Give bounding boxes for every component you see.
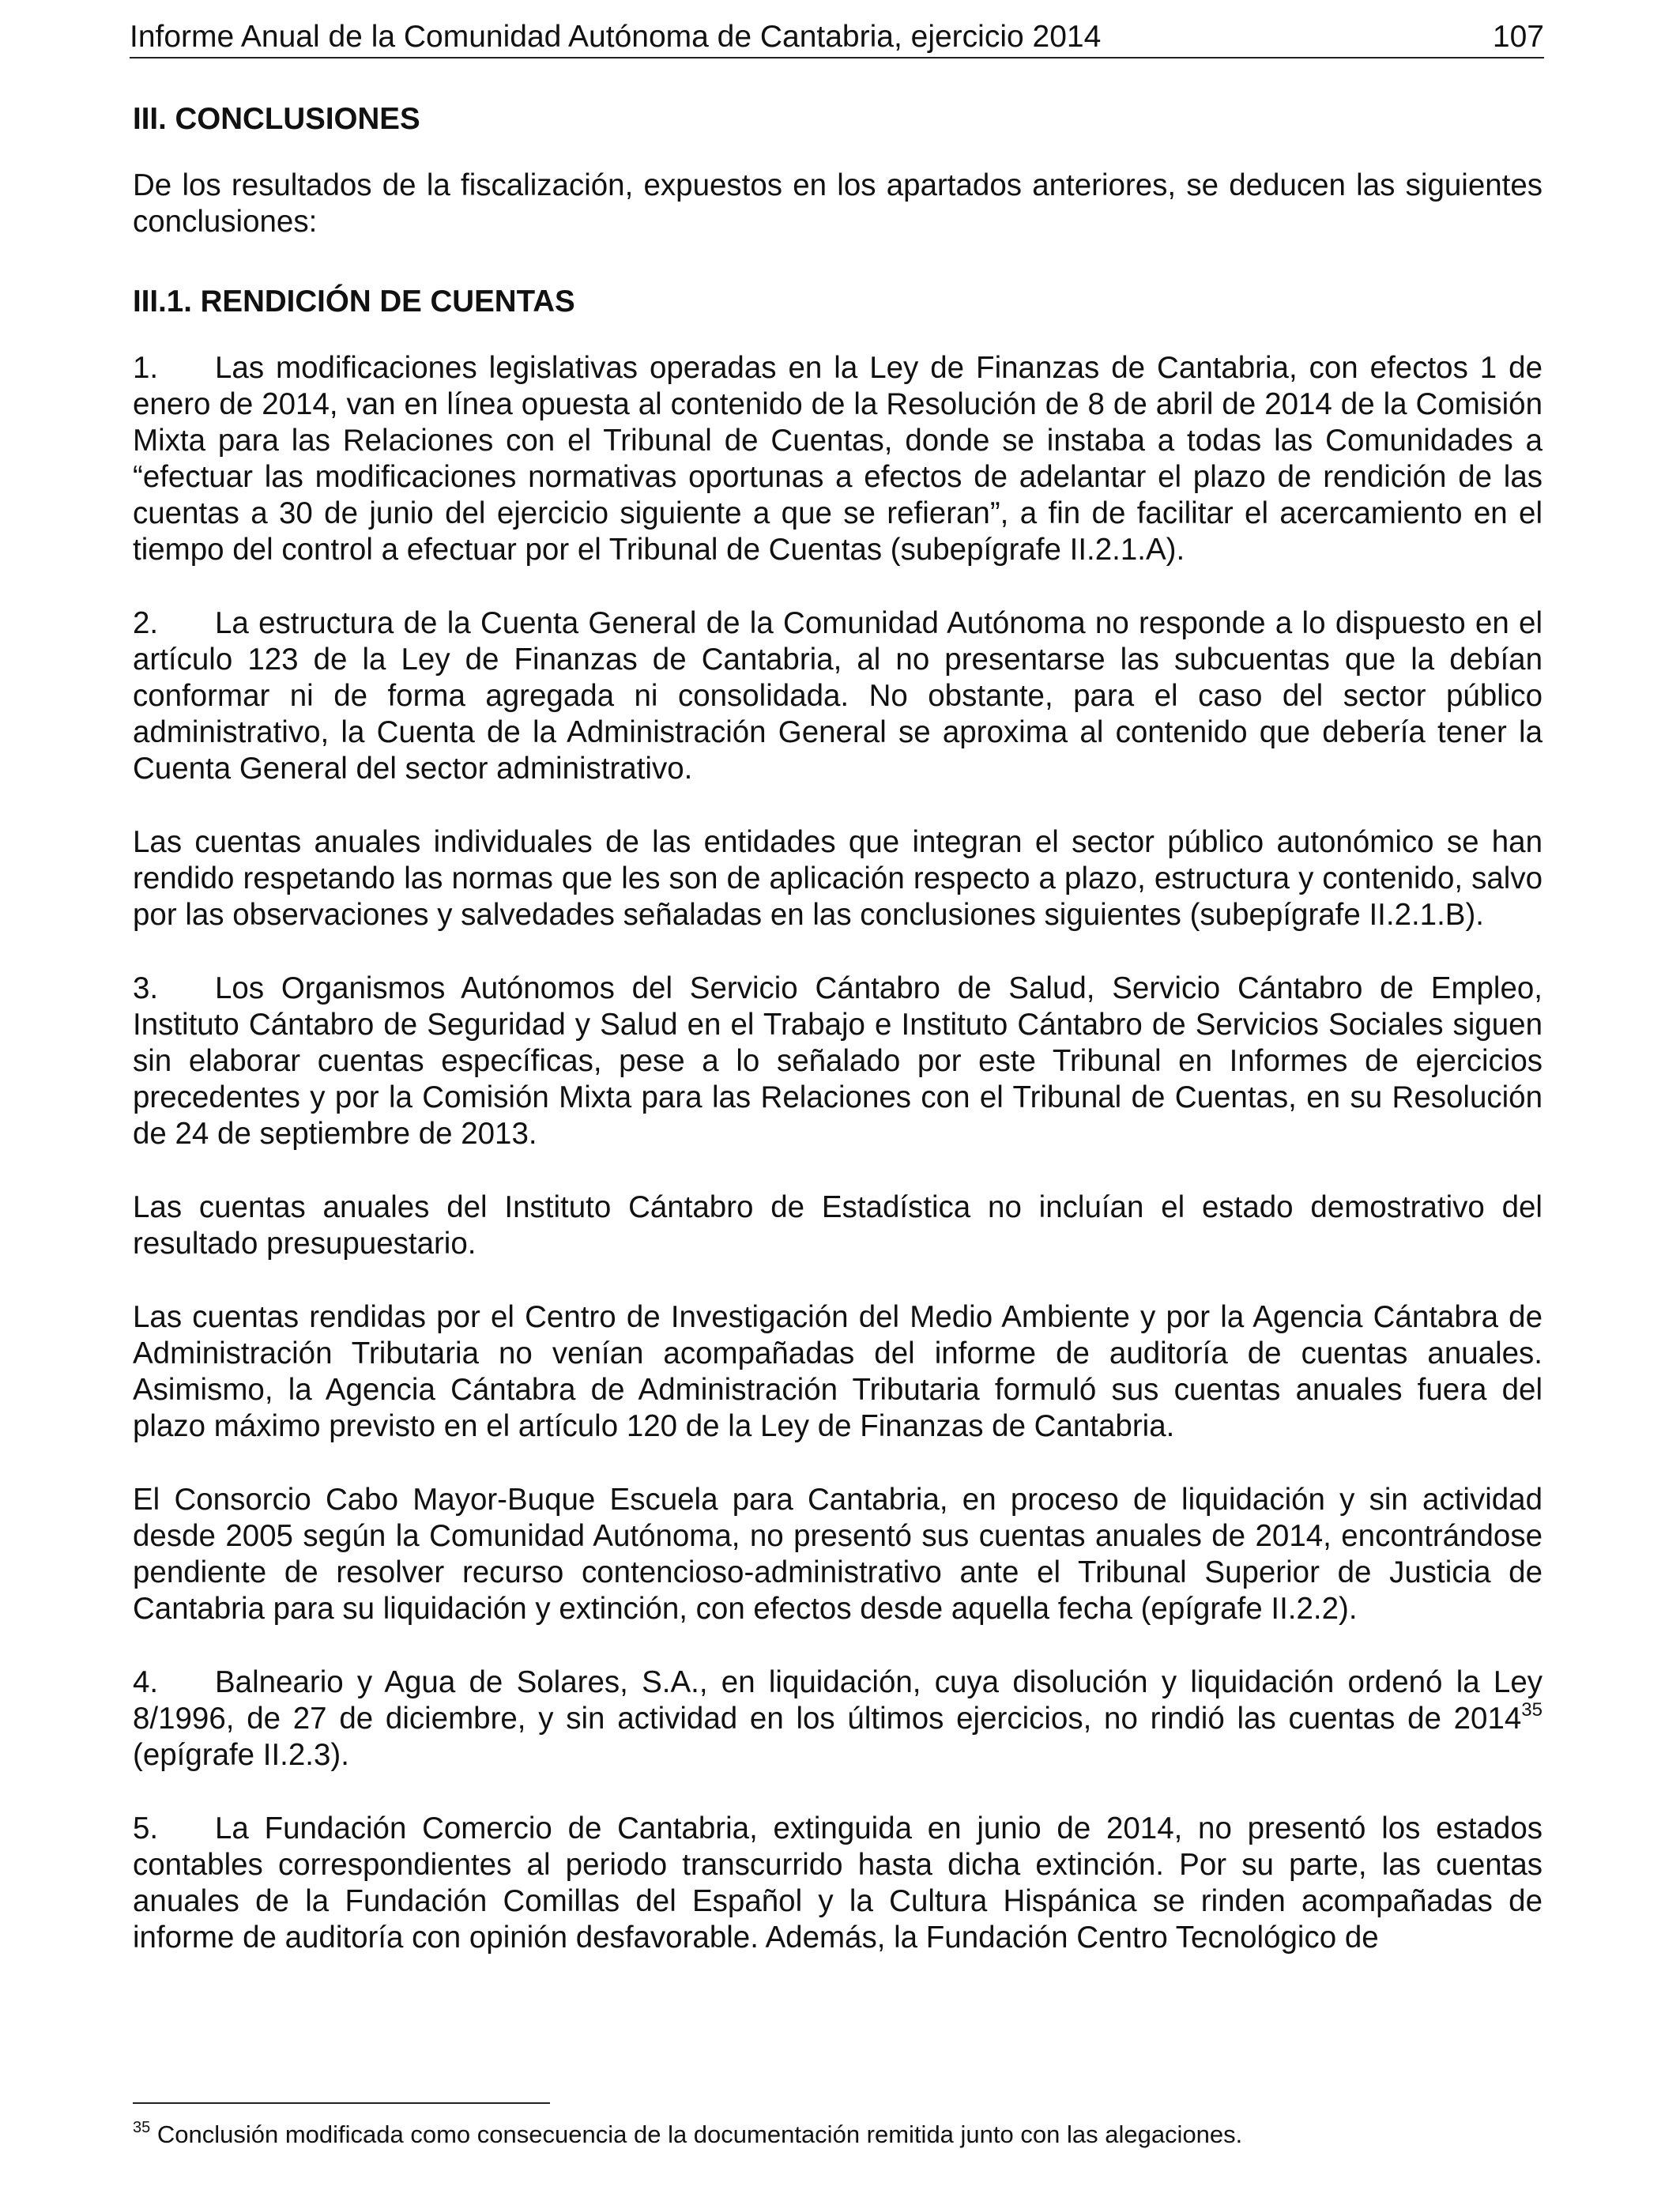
page-number: 107: [1492, 20, 1544, 54]
footnote-text: Conclusión modificada como consecuencia de la documentación remitida junto con las alegaciones.: [150, 2120, 1243, 2148]
header-title: Informe Anual de la Comunidad Autónoma de Cantabria, ejercicio 2014: [130, 20, 1102, 54]
conclusion-number: 5.: [133, 1811, 159, 1845]
conclusion-text: La Fundación Comercio de Cantabria, extinguida en junio de 2014, no presentó los estados contables correspondientes al periodo transcurrido hasta dicha extinción. Por su parte, las cuentas anuales de la Fundación Comillas del Español y la Cultura Hispánica se rinden acompañadas de informe de auditoría con opinión desfavorable. Además, la Fundación Centro Tecnológico de: [133, 1811, 1543, 1955]
conclusion-3-continued-c: El Consorcio Cabo Mayor-Buque Escuela para Cantabria, en proceso de liquidación y sin actividad desde 2005 según la Comunidad Autónoma, no presentó sus cuentas anuales de 2014, encontrándose pendiente de resolver recurso contencioso-administrativo ante el Tribunal Superior de Justicia de Cantabria para su liquidación y extinción, con efectos desde aquella fecha (epígrafe II.2.2).: [133, 1483, 1543, 1626]
conclusion-2-continued: Las cuentas anuales individuales de las entidades que integran el sector público autonómico se han rendido respetando las normas que les son de aplicación respecto a plazo, estructura y contenido, salvo por las observaciones y salvedades señaladas en las conclusiones siguientes (subepígrafe II.2.1.B).: [133, 825, 1543, 932]
footnote-reference[interactable]: 35: [1521, 1699, 1543, 1721]
conclusion-text: Los Organismos Autónomos del Servicio Cántabro de Salud, Servicio Cántabro de Empleo, Instituto Cántabro de Seguridad y Salud en el Trabajo e Instituto Cántabro de Servicios Sociales siguen sin elaborar cuentas específicas, pese a lo señalado por este Tribunal en Informes de ejercicios precedentes y por la Comisión Mixta para las Relaciones con el Tribunal de Cuentas, en su Resolución de 24 de septiembre de 2013.: [133, 971, 1543, 1151]
conclusion-number: 3.: [133, 971, 159, 1005]
conclusion-2: [133, 605, 1543, 787]
conclusion-text-end: (epígrafe II.2.3).: [133, 1738, 349, 1772]
conclusion-3-continued-b: Las cuentas rendidas por el Centro de Investigación del Medio Ambiente y por la Agencia Cántabra de Administración Tributaria no venían acompañadas del informe de auditoría de cuentas anuales. Asimismo, la Agencia Cántabra de Administración Tributaria formuló sus cuentas anuales fuera del plazo máximo previsto en el artículo 120 de la Ley de Finanzas de Cantabria.: [133, 1300, 1543, 1443]
conclusion-5: [133, 1811, 1543, 1956]
conclusion-number: 4.: [133, 1665, 159, 1699]
conclusion-text: La estructura de la Cuenta General de la Comunidad Autónoma no responde a lo dispuesto en el artículo 123 de la Ley de Finanzas de Cantabria, al no presentarse las subcuentas que la debían conformar ni de forma agregada ni consolidada. No obstante, para el caso del sector público administrativo, la Cuenta de la Administración General se aproxima al contenido que debería tener la Cuenta General del sector administrativo.: [133, 606, 1543, 786]
footnote-marker: 35: [133, 2119, 151, 2136]
conclusion-4: [133, 1664, 1543, 1774]
conclusion-3: [133, 971, 1543, 1152]
conclusion-3-continued-a: Las cuentas anuales del Instituto Cántabro de Estadística no incluían el estado demostrativo del resultado presupuestario.: [133, 1190, 1543, 1261]
page-header: [130, 17, 1544, 58]
footnote-separator: [133, 2102, 550, 2104]
conclusion-text: Balneario y Agua de Solares, S.A., en liquidación, cuya disolución y liquidación ordenó la Ley 8/1996, de 27 de diciembre, y sin actividad en los últimos ejercicios, no rindió las cuentas de 2014: [133, 1665, 1543, 1736]
section-title: III. CONCLUSIONES: [133, 102, 420, 136]
conclusion-number: 2.: [133, 606, 159, 640]
conclusion-1: [133, 350, 1543, 568]
conclusion-number: 1.: [133, 351, 159, 385]
conclusion-text: Las modificaciones legislativas operadas en la Ley de Finanzas de Cantabria, con efectos 1 de enero de 2014, van en línea opuesta al contenido de la Resolución de 8 de abril de 2014 de la Comisión Mixta para las Relaciones con el Tribunal de Cuentas, donde se instaba a todas las Comunidades a “efectuar las modificaciones normativas oportunas a efectos de adelantar el plazo de rendición de las cuentas a 30 de junio del ejercicio siguiente a que se refieran”, a fin de facilitar el acercamiento en el tiempo del control a efectuar por el Tribunal de Cuentas (subepígrafe II.2.1.A).: [133, 351, 1543, 567]
footnote: [133, 2118, 1543, 2151]
document-body: [133, 95, 1543, 1993]
section-intro: De los resultados de la fiscalización, expuestos en los apartados anteriores, se deducen las siguientes conclusiones:: [133, 168, 1543, 239]
subsection-title: III.1. RENDICIÓN DE CUENTAS: [133, 285, 575, 319]
